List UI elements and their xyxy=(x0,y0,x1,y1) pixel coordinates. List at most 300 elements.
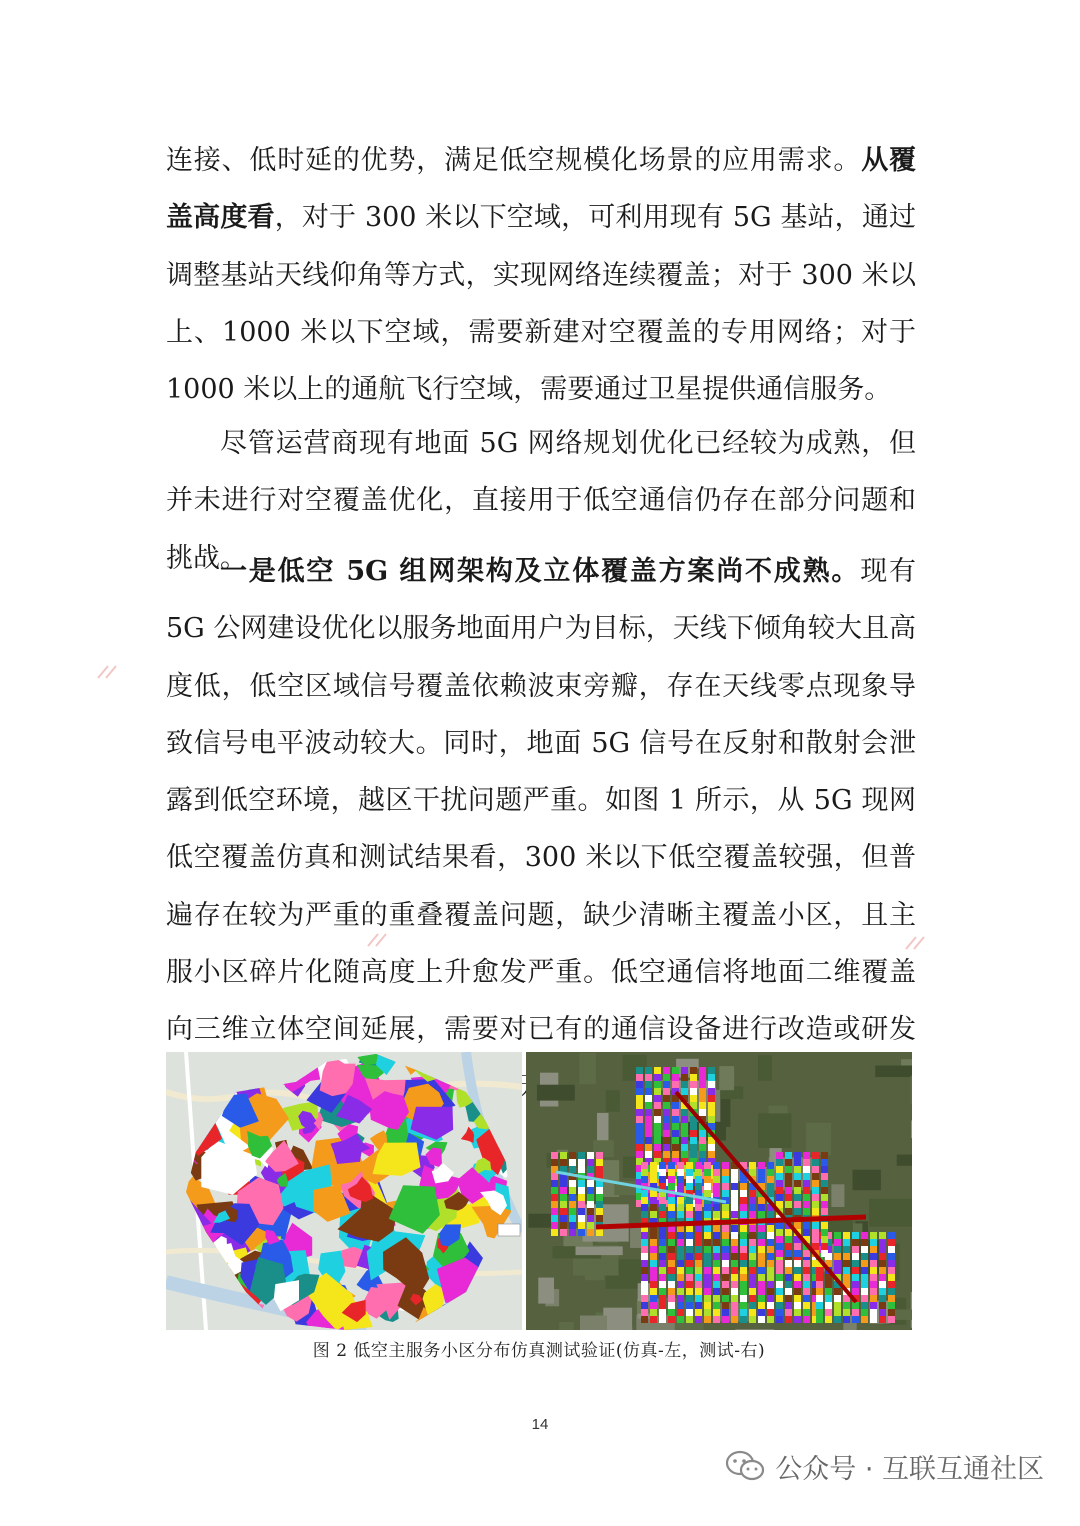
drive-test-sample xyxy=(645,1116,652,1123)
drive-test-sample xyxy=(776,1302,783,1309)
drive-test-sample xyxy=(677,1281,684,1288)
drive-test-sample xyxy=(740,1295,747,1302)
drive-test-sample xyxy=(731,1288,738,1295)
drive-test-sample xyxy=(681,1151,688,1158)
drive-test-sample xyxy=(803,1281,810,1288)
drive-test-sample xyxy=(695,1169,702,1176)
satellite-texture xyxy=(585,1262,604,1280)
drive-test-sample xyxy=(650,1302,657,1309)
drive-test-sample xyxy=(668,1239,675,1246)
drive-test-sample xyxy=(821,1208,828,1215)
drive-test-sample xyxy=(587,1180,594,1187)
drive-test-sample xyxy=(690,1144,697,1151)
drive-test-sample xyxy=(699,1095,706,1102)
drive-test-sample xyxy=(713,1183,720,1190)
drive-test-sample xyxy=(654,1123,661,1130)
drive-test-sample xyxy=(843,1260,850,1267)
drive-test-sample xyxy=(677,1274,684,1281)
drive-test-sample xyxy=(843,1232,850,1239)
drive-test-sample xyxy=(722,1309,729,1316)
account-label: 公众号 · 互联互通社区 xyxy=(775,1453,1044,1485)
drive-test-sample xyxy=(834,1232,841,1239)
drive-test-sample xyxy=(650,1211,657,1218)
drive-test-sample xyxy=(843,1239,850,1246)
drive-test-sample xyxy=(731,1302,738,1309)
drive-test-sample xyxy=(785,1243,792,1250)
drive-test-sample xyxy=(749,1281,756,1288)
drive-test-sample xyxy=(803,1288,810,1295)
drive-test-sample xyxy=(663,1067,670,1074)
drive-test-sample xyxy=(870,1253,877,1260)
drive-test-sample xyxy=(686,1232,693,1239)
drive-test-sample xyxy=(816,1309,823,1316)
drive-test-sample xyxy=(740,1302,747,1309)
drive-test-sample xyxy=(659,1260,666,1267)
drive-test-sample xyxy=(713,1232,720,1239)
drive-test-sample xyxy=(645,1095,652,1102)
drive-test-sample xyxy=(686,1204,693,1211)
drive-test-sample xyxy=(641,1281,648,1288)
drive-test-sample xyxy=(672,1137,679,1144)
drive-test-sample xyxy=(740,1176,747,1183)
satellite-texture xyxy=(719,1066,734,1090)
drive-test-sample xyxy=(785,1288,792,1295)
satellite-texture xyxy=(559,1322,574,1330)
drive-test-sample xyxy=(852,1281,859,1288)
decorative-slash-mark xyxy=(366,932,388,948)
drive-test-sample xyxy=(794,1187,801,1194)
drive-test-sample xyxy=(641,1162,648,1169)
drive-test-sample xyxy=(888,1302,895,1309)
drive-test-sample xyxy=(843,1253,850,1260)
drive-test-sample xyxy=(713,1288,720,1295)
drive-test-sample xyxy=(816,1295,823,1302)
drive-test-sample xyxy=(659,1162,666,1169)
drive-test-sample xyxy=(645,1123,652,1130)
drive-test-sample xyxy=(668,1274,675,1281)
drive-test-sample xyxy=(722,1176,729,1183)
drive-test-sample xyxy=(659,1246,666,1253)
drive-test-sample xyxy=(803,1152,810,1159)
drive-test-sample xyxy=(767,1211,774,1218)
drive-test-sample xyxy=(695,1316,702,1323)
drive-test-sample xyxy=(650,1316,657,1323)
drive-test-sample xyxy=(785,1267,792,1274)
drive-test-sample xyxy=(636,1130,643,1137)
drive-test-sample xyxy=(654,1074,661,1081)
drive-test-sample xyxy=(695,1288,702,1295)
drive-test-sample xyxy=(596,1159,603,1166)
drive-test-sample xyxy=(888,1232,895,1239)
drive-test-sample xyxy=(834,1239,841,1246)
drive-test-sample xyxy=(794,1166,801,1173)
drive-test-sample xyxy=(785,1208,792,1215)
drive-test-sample xyxy=(888,1246,895,1253)
drive-test-sample xyxy=(852,1274,859,1281)
drive-test-sample xyxy=(812,1187,819,1194)
drive-test-sample xyxy=(749,1190,756,1197)
drive-test-sample xyxy=(686,1295,693,1302)
drive-test-sample xyxy=(636,1088,643,1095)
drive-test-sample xyxy=(861,1260,868,1267)
drive-test-sample xyxy=(686,1246,693,1253)
drive-test-sample xyxy=(870,1232,877,1239)
drive-test-sample xyxy=(785,1229,792,1236)
drive-test-sample xyxy=(843,1302,850,1309)
drive-test-sample xyxy=(767,1274,774,1281)
drive-test-sample xyxy=(816,1274,823,1281)
paragraph-3-text: 现有 5G 公网建设优化以服务地面用户为目标，天线下倾角较大且高度低，低空区域信号覆盖依赖波束旁瓣，存在天线零点现象导致信号电平波动较大。同时，地面 5G 信号在反射和散射会泄露到低空环境，越区干扰问题严重。如图 1 所示，从 5G 现网低空覆盖仿真和测试结果看，300 米以下低空覆盖较强，但普遍存在较为严重的重叠覆盖问题，缺少清晰主覆盖小区，且主服小区碎片化随高度上升愈发严重。低空通信将地面二维覆盖向三维立体空间延展，需要对已有的通信设备进行改造或研发 xyxy=(166,556,917,1046)
drive-test-sample xyxy=(776,1316,783,1323)
drive-test-sample xyxy=(704,1239,711,1246)
drive-test-sample xyxy=(785,1309,792,1316)
drive-test-sample xyxy=(587,1229,594,1236)
drive-test-sample xyxy=(713,1225,720,1232)
drive-test-sample xyxy=(551,1173,558,1180)
drive-test-sample xyxy=(861,1246,868,1253)
drive-test-sample xyxy=(636,1137,643,1144)
drive-test-sample xyxy=(776,1173,783,1180)
drive-test-sample xyxy=(704,1316,711,1323)
drive-test-sample xyxy=(663,1130,670,1137)
satellite-texture xyxy=(869,1199,912,1227)
drive-test-sample xyxy=(812,1201,819,1208)
drive-test-sample xyxy=(794,1267,801,1274)
drive-test-sample xyxy=(821,1222,828,1229)
drive-test-sample xyxy=(668,1281,675,1288)
satellite-texture xyxy=(758,1055,772,1080)
decorative-slash-mark xyxy=(96,664,118,680)
drive-test-sample xyxy=(731,1232,738,1239)
drive-test-sample xyxy=(834,1246,841,1253)
drive-test-sample xyxy=(785,1173,792,1180)
drive-test-sample xyxy=(654,1095,661,1102)
drive-test-sample xyxy=(749,1204,756,1211)
drive-test-sample xyxy=(821,1250,828,1257)
drive-test-sample xyxy=(843,1316,850,1323)
drive-test-sample xyxy=(677,1239,684,1246)
drive-test-sample xyxy=(668,1169,675,1176)
satellite-texture xyxy=(806,1123,831,1155)
drive-test-sample xyxy=(870,1246,877,1253)
satellite-texture xyxy=(911,1076,913,1105)
drive-test-sample xyxy=(569,1180,576,1187)
drive-test-sample xyxy=(794,1194,801,1201)
drive-test-sample xyxy=(686,1169,693,1176)
paragraph-1-bold: 从覆盖高度看 xyxy=(166,145,917,234)
drive-test-sample xyxy=(803,1302,810,1309)
drive-test-sample xyxy=(578,1152,585,1159)
drive-test-sample xyxy=(812,1180,819,1187)
drive-test-sample xyxy=(645,1151,652,1158)
drive-test-sample xyxy=(749,1267,756,1274)
drive-test-sample xyxy=(794,1274,801,1281)
drive-test-sample xyxy=(672,1130,679,1137)
drive-test-sample xyxy=(812,1229,819,1236)
drive-test-sample xyxy=(713,1281,720,1288)
drive-test-sample xyxy=(767,1225,774,1232)
paragraph-1 xyxy=(166,132,916,418)
drive-test-sample xyxy=(803,1173,810,1180)
drive-test-sample xyxy=(722,1232,729,1239)
drive-test-sample xyxy=(803,1194,810,1201)
drive-test-sample xyxy=(758,1232,765,1239)
drive-test-sample xyxy=(740,1225,747,1232)
drive-test-sample xyxy=(825,1295,832,1302)
drive-test-sample xyxy=(587,1222,594,1229)
drive-test-sample xyxy=(852,1232,859,1239)
drive-test-sample xyxy=(681,1130,688,1137)
drive-test-sample xyxy=(794,1316,801,1323)
drive-test-sample xyxy=(677,1183,684,1190)
drive-test-sample xyxy=(569,1208,576,1215)
drive-test-sample xyxy=(879,1232,886,1239)
drive-test-sample xyxy=(668,1232,675,1239)
drive-test-sample xyxy=(704,1162,711,1169)
drive-test-sample xyxy=(636,1109,643,1116)
drive-test-sample xyxy=(695,1232,702,1239)
drive-test-sample xyxy=(852,1288,859,1295)
drive-test-sample xyxy=(641,1246,648,1253)
drive-test-sample xyxy=(879,1288,886,1295)
drive-test-sample xyxy=(803,1316,810,1323)
drive-test-sample xyxy=(740,1253,747,1260)
drive-test-sample xyxy=(663,1116,670,1123)
drive-test-sample xyxy=(704,1267,711,1274)
drive-test-sample xyxy=(722,1260,729,1267)
paragraph-1-text-a: 连接、低时延的优势，满足低空规模化场景的应用需求。 xyxy=(166,145,862,176)
drive-test-sample xyxy=(722,1162,729,1169)
drive-test-sample xyxy=(686,1183,693,1190)
drive-test-sample xyxy=(821,1173,828,1180)
drive-test-sample xyxy=(812,1159,819,1166)
drive-test-sample xyxy=(825,1288,832,1295)
drive-test-sample xyxy=(713,1267,720,1274)
drive-test-sample xyxy=(740,1190,747,1197)
drive-test-sample xyxy=(636,1081,643,1088)
drive-test-sample xyxy=(794,1260,801,1267)
drive-test-sample xyxy=(560,1152,567,1159)
drive-test-sample xyxy=(722,1281,729,1288)
drive-test-sample xyxy=(587,1208,594,1215)
drive-test-sample xyxy=(681,1123,688,1130)
drive-test-sample xyxy=(879,1267,886,1274)
drive-test-sample xyxy=(731,1260,738,1267)
drive-test-sample xyxy=(888,1288,895,1295)
drive-test-sample xyxy=(861,1274,868,1281)
drive-test-sample xyxy=(834,1288,841,1295)
drive-test-sample xyxy=(659,1204,666,1211)
drive-test-sample xyxy=(713,1309,720,1316)
drive-test-sample xyxy=(708,1144,715,1151)
drive-test-sample xyxy=(722,1225,729,1232)
drive-test-sample xyxy=(699,1088,706,1095)
drive-test-sample xyxy=(776,1288,783,1295)
drive-test-sample xyxy=(767,1232,774,1239)
drive-test-sample xyxy=(731,1197,738,1204)
drive-test-sample xyxy=(704,1281,711,1288)
drive-test-sample xyxy=(677,1176,684,1183)
drive-test-sample xyxy=(879,1246,886,1253)
drive-test-sample xyxy=(578,1194,585,1201)
drive-test-sample xyxy=(551,1152,558,1159)
drive-test-sample xyxy=(767,1309,774,1316)
drive-test-sample xyxy=(569,1229,576,1236)
drive-test-sample xyxy=(659,1232,666,1239)
drive-test-sample xyxy=(825,1302,832,1309)
drive-test-sample xyxy=(672,1123,679,1130)
drive-test-sample xyxy=(672,1116,679,1123)
drive-test-sample xyxy=(767,1162,774,1169)
drive-test-sample xyxy=(695,1302,702,1309)
drive-test-sample xyxy=(699,1144,706,1151)
drive-test-sample xyxy=(641,1309,648,1316)
drive-test-sample xyxy=(776,1194,783,1201)
drive-test-sample xyxy=(587,1215,594,1222)
drive-test-sample xyxy=(704,1204,711,1211)
drive-test-sample xyxy=(708,1081,715,1088)
drive-test-sample xyxy=(776,1180,783,1187)
drive-test-sample xyxy=(636,1102,643,1109)
drive-test-sample xyxy=(569,1152,576,1159)
drive-test-sample xyxy=(713,1316,720,1323)
drive-test-sample xyxy=(569,1215,576,1222)
drive-test-sample xyxy=(794,1243,801,1250)
drive-test-sample xyxy=(816,1316,823,1323)
drive-test-sample xyxy=(695,1295,702,1302)
drive-test-sample xyxy=(722,1246,729,1253)
drive-test-sample xyxy=(794,1208,801,1215)
drive-test-sample xyxy=(794,1173,801,1180)
drive-test-sample xyxy=(870,1309,877,1316)
drive-test-sample xyxy=(677,1302,684,1309)
drive-test-sample xyxy=(668,1246,675,1253)
drive-test-sample xyxy=(587,1187,594,1194)
drive-test-sample xyxy=(767,1239,774,1246)
drive-test-sample xyxy=(578,1180,585,1187)
drive-test-sample xyxy=(668,1176,675,1183)
drive-test-sample xyxy=(803,1260,810,1267)
drive-test-sample xyxy=(699,1074,706,1081)
drive-test-sample xyxy=(803,1229,810,1236)
drive-test-sample xyxy=(749,1169,756,1176)
drive-test-sample xyxy=(816,1288,823,1295)
drive-test-sample xyxy=(641,1302,648,1309)
drive-test-sample xyxy=(825,1309,832,1316)
drive-test-sample xyxy=(704,1211,711,1218)
drive-test-sample xyxy=(677,1288,684,1295)
decorative-slash-mark xyxy=(904,935,926,951)
drive-test-sample xyxy=(776,1281,783,1288)
drive-test-sample xyxy=(699,1130,706,1137)
drive-test-sample xyxy=(758,1281,765,1288)
drive-test-sample xyxy=(776,1267,783,1274)
drive-test-sample xyxy=(704,1274,711,1281)
drive-test-sample xyxy=(803,1267,810,1274)
drive-test-sample xyxy=(668,1260,675,1267)
drive-test-sample xyxy=(758,1197,765,1204)
drive-test-sample xyxy=(668,1211,675,1218)
drive-test-sample xyxy=(596,1152,603,1159)
drive-test-sample xyxy=(870,1302,877,1309)
drive-test-sample xyxy=(686,1162,693,1169)
drive-test-sample xyxy=(677,1295,684,1302)
drive-test-sample xyxy=(704,1190,711,1197)
drive-test-sample xyxy=(650,1309,657,1316)
drive-test-sample xyxy=(843,1274,850,1281)
drive-test-sample xyxy=(699,1137,706,1144)
drive-test-sample xyxy=(677,1260,684,1267)
drive-test-sample xyxy=(641,1232,648,1239)
drive-test-sample xyxy=(776,1243,783,1250)
drive-test-sample xyxy=(596,1166,603,1173)
drive-test-sample xyxy=(690,1074,697,1081)
drive-test-sample xyxy=(672,1074,679,1081)
drive-test-sample xyxy=(758,1288,765,1295)
drive-test-sample xyxy=(758,1211,765,1218)
drive-test-sample xyxy=(861,1309,868,1316)
drive-test-sample xyxy=(690,1130,697,1137)
drive-test-sample xyxy=(650,1197,657,1204)
drive-test-sample xyxy=(861,1253,868,1260)
drive-test-sample xyxy=(776,1152,783,1159)
drive-test-sample xyxy=(695,1281,702,1288)
drive-test-sample xyxy=(668,1295,675,1302)
drive-test-sample xyxy=(672,1102,679,1109)
drive-test-sample xyxy=(659,1316,666,1323)
drive-test-sample xyxy=(722,1204,729,1211)
drive-test-sample xyxy=(749,1288,756,1295)
drive-test-sample xyxy=(654,1109,661,1116)
drive-test-sample xyxy=(551,1187,558,1194)
drive-test-sample xyxy=(663,1074,670,1081)
drive-test-sample xyxy=(794,1288,801,1295)
drive-test-sample xyxy=(861,1267,868,1274)
drive-test-sample xyxy=(722,1316,729,1323)
drive-test-sample xyxy=(681,1116,688,1123)
drive-test-sample xyxy=(713,1204,720,1211)
drive-test-sample xyxy=(704,1246,711,1253)
drive-test-sample xyxy=(888,1260,895,1267)
drive-test-sample xyxy=(834,1260,841,1267)
drive-test-sample xyxy=(794,1159,801,1166)
drive-test-sample xyxy=(695,1176,702,1183)
drive-test-sample xyxy=(731,1295,738,1302)
satellite-texture xyxy=(735,1329,774,1330)
drive-test-sample xyxy=(677,1267,684,1274)
drive-test-map-graphic xyxy=(526,1052,912,1330)
drive-test-sample xyxy=(749,1295,756,1302)
drive-test-sample xyxy=(560,1159,567,1166)
drive-test-sample xyxy=(758,1295,765,1302)
paragraph-3 xyxy=(166,543,916,1116)
drive-test-sample xyxy=(695,1309,702,1316)
drive-test-sample xyxy=(843,1309,850,1316)
drive-test-sample xyxy=(731,1239,738,1246)
drive-test-sample xyxy=(821,1194,828,1201)
drive-test-coverage-map xyxy=(526,1052,912,1330)
drive-test-sample xyxy=(816,1267,823,1274)
drive-test-sample xyxy=(785,1166,792,1173)
drive-test-sample xyxy=(794,1281,801,1288)
drive-test-sample xyxy=(731,1309,738,1316)
drive-test-sample xyxy=(816,1281,823,1288)
drive-test-sample xyxy=(749,1225,756,1232)
drive-test-sample xyxy=(740,1260,747,1267)
drive-test-sample xyxy=(636,1123,643,1130)
drive-test-sample xyxy=(713,1176,720,1183)
drive-test-sample xyxy=(731,1267,738,1274)
